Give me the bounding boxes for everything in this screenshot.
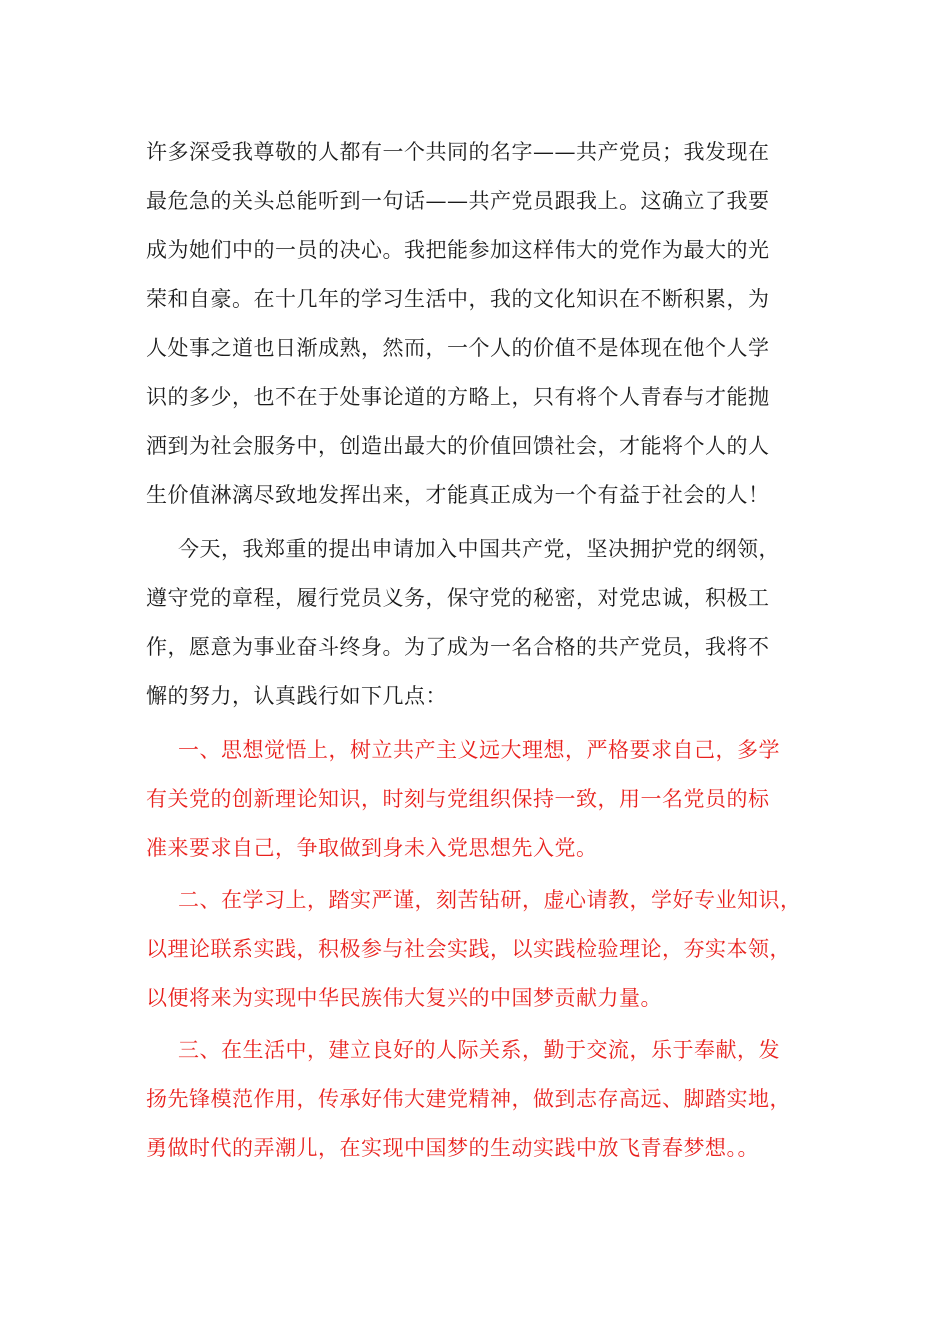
point-3-line-1: 三、在生活中，建立良好的人际关系，勤于交流，乐于奉献，发 bbox=[178, 1038, 780, 1062]
paragraph-2-line-2: 遵守党的章程，履行党员义务，保守党的秘密，对党忠诚，积极工 bbox=[146, 586, 770, 610]
paragraph-1-line-8: 生价值淋漓尽致地发挥出来，才能真正成为一个有益于社会的人！ bbox=[146, 483, 770, 507]
point-2-line-1: 二、在学习上，踏实严谨，刻苦钻研，虚心请教，学好专业知识， bbox=[178, 888, 802, 912]
point-2-line-3: 以便将来为实现中华民族伟大复兴的中国梦贡献力量。 bbox=[146, 986, 662, 1010]
paragraph-2-line-1: 今天，我郑重的提出申请加入中国共产党，坚决拥护党的纲领， bbox=[178, 537, 780, 561]
point-1-line-2: 有关党的创新理论知识，时刻与党组织保持一致，用一名党员的标 bbox=[146, 787, 770, 811]
paragraph-1-line-6: 识的多少，也不在于处事论道的方略上，只有将个人青春与才能抛 bbox=[146, 385, 770, 409]
paragraph-2-line-3: 作，愿意为事业奋斗终身。为了成为一名合格的共产党员，我将不 bbox=[146, 635, 770, 659]
point-1-line-1: 一、思想觉悟上，树立共产主义远大理想，严格要求自己，多学 bbox=[178, 738, 780, 762]
point-1-line-3: 准来要求自己，争取做到身未入党思想先入党。 bbox=[146, 836, 598, 860]
point-3-line-2: 扬先锋模范作用，传承好伟大建党精神，做到志存高远、脚踏实地， bbox=[146, 1087, 791, 1111]
paragraph-1-line-7: 洒到为社会服务中，创造出最大的价值回馈社会，才能将个人的人 bbox=[146, 434, 770, 458]
paragraph-1-line-4: 荣和自豪。在十几年的学习生活中，我的文化知识在不断积累，为 bbox=[146, 287, 770, 311]
paragraph-1-line-3: 成为她们中的一员的决心。我把能参加这样伟大的党作为最大的光 bbox=[146, 238, 770, 262]
paragraph-2-line-4: 懈的努力，认真践行如下几点： bbox=[146, 684, 447, 708]
point-2-line-2: 以理论联系实践，积极参与社会实践，以实践检验理论，夯实本领， bbox=[146, 937, 791, 961]
paragraph-1-line-2: 最危急的关头总能听到一句话——共产党员跟我上。这确立了我要 bbox=[146, 189, 770, 213]
point-3-line-3: 勇做时代的弄潮儿，在实现中国梦的生动实践中放飞青春梦想。。 bbox=[146, 1136, 759, 1160]
paragraph-1-line-1: 许多深受我尊敬的人都有一个共同的名字——共产党员；我发现在 bbox=[146, 140, 770, 164]
paragraph-1-line-5: 人处事之道也日渐成熟，然而，一个人的价值不是体现在他个人学 bbox=[146, 336, 770, 360]
